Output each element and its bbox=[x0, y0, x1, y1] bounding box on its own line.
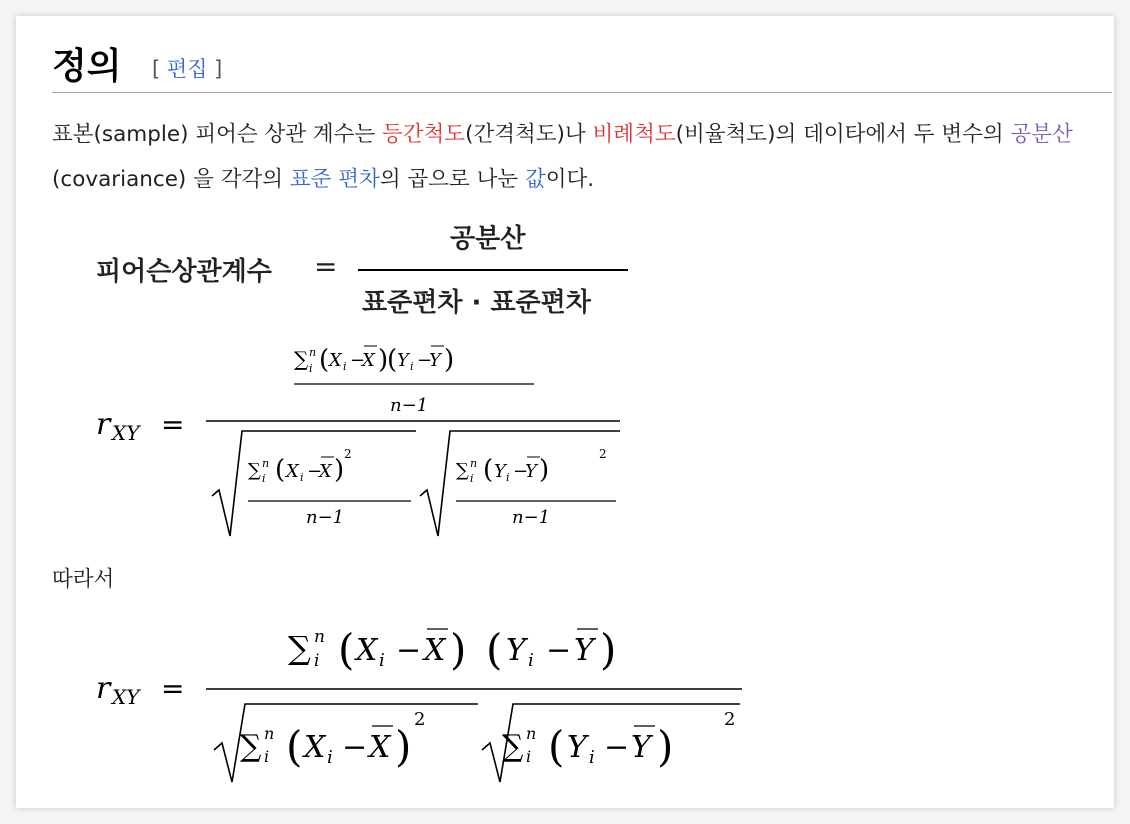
sub-i: i bbox=[410, 360, 414, 373]
paragraph-text: 의 곱으로 나눈 bbox=[379, 167, 525, 192]
formula-word-denominator: 표준편차 · 표준편차 bbox=[362, 288, 591, 318]
sum-sign: ∑ bbox=[288, 629, 311, 667]
sub-i: i bbox=[300, 471, 304, 484]
minus: − bbox=[396, 633, 422, 668]
paren: ( bbox=[286, 722, 303, 771]
exponent: 2 bbox=[344, 447, 352, 461]
paren: ) bbox=[395, 722, 412, 771]
equals: = bbox=[161, 408, 185, 441]
paragraph-text: 표본(sample) 피어슨 상관 계수는 bbox=[52, 122, 382, 147]
link-covariance[interactable]: 공분산 bbox=[1010, 122, 1073, 147]
var-y: Y bbox=[567, 730, 587, 765]
sum-upper: n bbox=[262, 457, 270, 470]
paren: ) bbox=[539, 455, 550, 485]
paragraph-text: (간격척도)나 bbox=[465, 122, 593, 147]
lhs-r: r bbox=[96, 407, 111, 442]
paren: ) bbox=[450, 625, 467, 674]
var-ybar: Y bbox=[429, 350, 441, 371]
lhs-subscript: XY bbox=[112, 421, 140, 445]
sub-i: i bbox=[506, 471, 510, 484]
n-minus-1: n−1 bbox=[306, 507, 345, 528]
link-ratio-scale[interactable]: 비례척도 bbox=[592, 122, 676, 147]
paren: ( bbox=[275, 455, 286, 485]
paren: ( bbox=[483, 455, 494, 485]
minus: − bbox=[342, 730, 368, 765]
var-x: X bbox=[356, 633, 378, 668]
equals: = bbox=[161, 672, 185, 705]
connector-text: 따라서 bbox=[52, 567, 115, 592]
exponent: 2 bbox=[414, 709, 426, 730]
paren: ) bbox=[444, 345, 455, 375]
minus: − bbox=[307, 461, 323, 482]
paren: ( bbox=[338, 625, 355, 674]
lhs-subscript: XY bbox=[112, 685, 140, 709]
formula-word-lhs: 피어슨상관계수 bbox=[96, 257, 272, 287]
paren: ( bbox=[486, 625, 503, 674]
paren: ( bbox=[319, 345, 330, 375]
section-title: 정의 bbox=[52, 46, 122, 87]
paren: ( bbox=[548, 722, 565, 771]
paren: ) bbox=[657, 722, 674, 771]
sum-lower: i bbox=[314, 651, 320, 671]
sub-i: i bbox=[379, 650, 385, 671]
link-standard-deviation[interactable]: 표준 편차 bbox=[289, 167, 380, 192]
var-xbar: X bbox=[319, 461, 332, 482]
var-y: Y bbox=[506, 633, 526, 668]
minus: − bbox=[350, 350, 366, 371]
paragraph-text: (covariance) 을 각각의 bbox=[52, 167, 290, 192]
var-y: Y bbox=[494, 461, 506, 482]
var-x: X bbox=[304, 730, 326, 765]
sum-upper: n bbox=[526, 724, 537, 743]
sum-sign: ∑ bbox=[294, 347, 309, 371]
paren: ( bbox=[387, 345, 398, 375]
sum-lower: i bbox=[262, 472, 266, 485]
paragraph-text: (비율척도)의 데이타에서 두 변수의 bbox=[675, 122, 1011, 147]
link-value[interactable]: 값 bbox=[524, 167, 546, 192]
paren: ) bbox=[334, 455, 345, 485]
sum-lower: i bbox=[309, 362, 313, 375]
var-ybar: Y bbox=[631, 730, 651, 765]
var-xbar: X bbox=[424, 633, 446, 668]
var-xbar: X bbox=[369, 730, 391, 765]
sum-upper: n bbox=[470, 457, 478, 470]
var-ybar: Y bbox=[574, 633, 594, 668]
minus: − bbox=[546, 633, 572, 668]
minus: − bbox=[513, 461, 529, 482]
var-x: X bbox=[286, 461, 299, 482]
article-section bbox=[16, 16, 1114, 808]
sub-i: i bbox=[589, 747, 595, 768]
var-xbar: X bbox=[362, 350, 375, 371]
minus: − bbox=[417, 350, 433, 371]
formula-word-numerator: 공분산 bbox=[450, 224, 526, 254]
var-y: Y bbox=[397, 350, 409, 371]
sum-lower: i bbox=[470, 472, 474, 485]
var-ybar: Y bbox=[525, 461, 537, 482]
sum-upper: n bbox=[264, 724, 275, 743]
edit-bracket-open: [ bbox=[152, 57, 161, 81]
sum-sign: ∑ bbox=[502, 729, 524, 764]
sum-lower: i bbox=[264, 747, 270, 766]
sum-upper: n bbox=[309, 346, 317, 359]
minus: − bbox=[604, 730, 630, 765]
n-minus-1: n−1 bbox=[390, 395, 429, 416]
n-minus-1: n−1 bbox=[512, 507, 551, 528]
sub-i: i bbox=[343, 360, 347, 373]
edit-link[interactable]: 편집 bbox=[166, 57, 208, 81]
var-x: X bbox=[329, 350, 342, 371]
sub-i: i bbox=[327, 747, 333, 768]
paren: ) bbox=[378, 345, 389, 375]
paragraph-text: 이다. bbox=[545, 167, 595, 192]
sum-sign: ∑ bbox=[240, 729, 262, 764]
paren: ) bbox=[600, 625, 617, 674]
formula-simplified-correlation bbox=[16, 16, 1114, 808]
sum-upper: n bbox=[314, 627, 325, 647]
exponent: 2 bbox=[724, 709, 736, 730]
sub-i: i bbox=[528, 650, 534, 671]
link-interval-scale[interactable]: 등간척도 bbox=[381, 122, 466, 147]
sum-lower: i bbox=[526, 747, 532, 766]
sum-sign: ∑ bbox=[456, 460, 469, 481]
sum-sign: ∑ bbox=[248, 460, 261, 481]
lhs-r: r bbox=[96, 671, 111, 706]
edit-bracket-close: ] bbox=[214, 57, 223, 81]
exponent: 2 bbox=[599, 447, 607, 461]
formula-word-equals: = bbox=[314, 250, 338, 283]
